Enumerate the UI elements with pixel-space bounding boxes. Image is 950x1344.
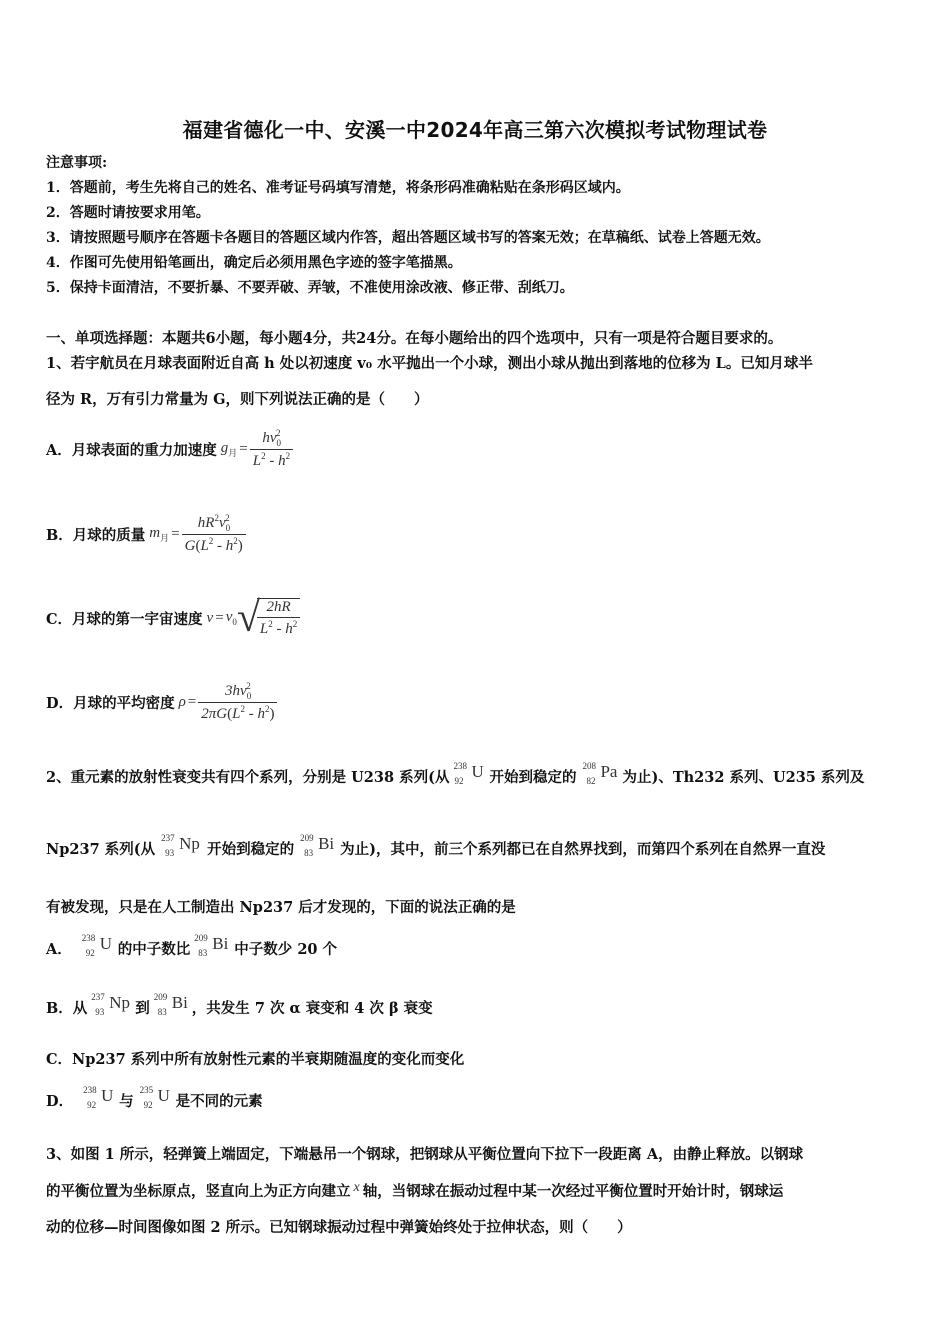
q1-option-d-formula: ρ = $\frac{3hv_0^2}{2\pi G(L^2 - h^2)}$	[179, 681, 278, 723]
q3-axis-x: x	[353, 1180, 360, 1195]
q1-option-d	[46, 675, 277, 729]
q1-stem-line1: 1、若宇航员在月球表面附近自高 h 处以初速度 v₀ 水平抛出一个小球，测出小球从抛出到落地的位移为 L。已知月球半	[46, 355, 813, 372]
q1-option-b-formula: $m_月$ = $\frac{hR^2v_0^2}{G(L^2 - h^2)}$	[149, 513, 246, 555]
q2-line2-part-a: Np237 系列(从	[46, 840, 156, 858]
nuclide-np237: 237 93 Np	[161, 833, 200, 858]
q3-stem-line1: 3、如图 1 所示，轻弹簧上端固定，下端悬吊一个钢球，把钢球从平衡位置向下拉下一段距离 A，由静止释放。以钢球	[46, 1146, 804, 1163]
page-title: 福建省德化一中、安溪一中2024年高三第六次模拟考试物理试卷	[182, 118, 768, 142]
q1-option-c	[46, 590, 300, 646]
q2-option-d-post: 是不同的元素	[175, 1092, 263, 1110]
q2-stem-line2	[46, 830, 825, 866]
notice-item-2: 2．答题时请按要求用笔。	[46, 205, 210, 221]
nuclide-u238: 238 92 U	[453, 761, 484, 786]
nuclide-u235: 235 92 U	[139, 1085, 170, 1110]
q2-option-a-label: A．	[46, 940, 72, 958]
q2-option-c: C．Np237 系列中所有放射性元素的半衰期随温度的变化而变化	[46, 1051, 465, 1068]
q3-line2-part-b: 轴，当钢球在振动过程中某一次经过平衡位置时开始计时，钢球运	[362, 1183, 784, 1200]
notice-item-3: 3．请按照题号顺序在答题卡各题目的答题区域内作答，超出答题区域书写的答案无效；在草稿纸、试卷上答题无效。	[46, 230, 770, 246]
q1-option-a	[46, 424, 293, 474]
notice-item-5: 5．保持卡面清洁，不要折暴、不要弄破、弄皱，不准使用涂改液、修正带、刮纸刀。	[46, 280, 574, 296]
q2-option-b-post: ，共发生 7 次 α 衰变和 4 次 β 衰变	[191, 999, 433, 1017]
notice-item-1: 1．答题前，考生先将自己的姓名、准考证号码填写清楚，将条形码准确粘贴在条形码区域内。	[46, 180, 630, 196]
q2-option-d	[46, 1082, 263, 1118]
q3-stem-line2	[46, 1180, 783, 1201]
q2-option-a	[46, 930, 337, 966]
q1-option-a-formula: $g_月$ = $\frac{hv_0^2}{L^2 - h^2}$	[221, 428, 293, 470]
q2-option-b-label: B．从	[46, 999, 88, 1017]
q2-stem-line1	[46, 758, 864, 794]
q2-option-d-mid: 与	[119, 1092, 134, 1110]
nuclide-np237: 237 93 Np	[91, 992, 131, 1017]
notice-heading: 注意事项:	[46, 155, 108, 171]
q1-stem-line2: 径为 R，万有引力常量为 G，则下列说法正确的是（ ）	[46, 391, 429, 408]
q2-option-a-post: 中子数少 20 个	[234, 940, 338, 958]
q2-line1-part-b: 开始到稳定的	[489, 768, 577, 786]
notice-item-4: 4．作图可先使用铅笔画出，确定后必须用黑色字迹的签字笔描黑。	[46, 255, 462, 271]
q1-option-d-label: D．月球的平均密度	[46, 694, 175, 712]
nuclide-bi209: 209 83 Bi	[153, 992, 188, 1017]
q2-stem-line3: 有被发现，只是在人工制造出 Np237 后才发现的，下面的说法正确的是	[46, 899, 516, 916]
q2-option-d-label: D．	[46, 1092, 74, 1110]
q2-option-a-mid: 的中子数比	[117, 940, 191, 958]
q1-option-b	[46, 507, 246, 561]
q1-option-c-label: C．月球的第一宇宙速度	[46, 610, 203, 628]
q1-option-c-formula: v = $v_0$ √ $\frac{2hR}{L^2 - h^2}$	[207, 597, 301, 639]
q2-line2-part-b: 开始到稳定的	[207, 840, 295, 858]
nuclide-bi209: 209 83 Bi	[300, 833, 335, 858]
q1-option-b-label: B．月球的质量	[46, 526, 146, 544]
q3-line2-part-a: 的平衡位置为坐标原点，竖直向上为正方向建立	[46, 1183, 351, 1200]
nuclide-u238: 238 92 U	[81, 933, 113, 958]
q2-line1-part-c: 为止)、Th232 系列、U235 系列及	[622, 768, 865, 786]
nuclide-u238: 238 92 U	[83, 1085, 114, 1110]
q2-line1-part-a: 2、重元素的放射性衰变共有四个系列，分别是 U238 系列(从	[46, 768, 450, 786]
q2-option-b-mid: 到	[135, 999, 150, 1017]
q2-line2-part-c: 为止)，其中，前三个系列都已在自然界找到，而第四个系列在自然界一直没	[340, 840, 826, 858]
q1-option-a-label: A．月球表面的重力加速度	[46, 441, 217, 459]
nuclide-pa208: 208 82 Pa	[582, 761, 618, 786]
q3-stem-line3: 动的位移—时间图像如图 2 所示。已知钢球振动过程中弹簧始终处于拉伸状态，则（ ）	[46, 1219, 632, 1236]
nuclide-bi209: 209 83 Bi	[194, 933, 229, 958]
section-heading: 一、单项选择题：本题共6小题，每小题4分，共24分。在每小题给出的四个选项中，只有一项是符合题目要求的。	[46, 330, 783, 347]
q2-option-b	[46, 989, 433, 1025]
